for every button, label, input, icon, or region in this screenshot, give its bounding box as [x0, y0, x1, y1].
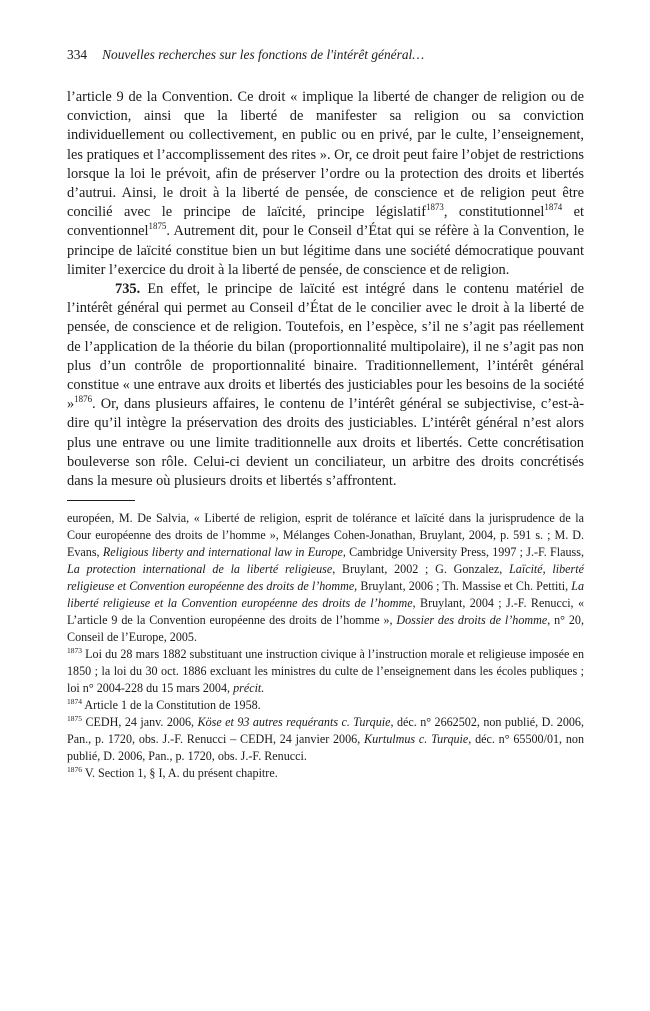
footnote-separator	[67, 500, 135, 501]
page-header	[67, 47, 584, 63]
body-paragraph: l’article 9 de la Convention. Ce droit « implique la liberté de changer de religion ou de conviction, ainsi que la liberté de manifester sa religion ou sa conviction individuellement ou collectivement, en public ou en privé, par le culte, l’enseignement, les pratiques et l’accomplissement des rites ». Or, ce droit peut faire l’objet de restrictions lorsque la loi le prévoit, afin de préserver l’ordre ou la protection des droits et libertés d’autrui. Ainsi, le droit à la liberté de pensée, de conscience et de religion peut être concilié avec le principe de laïcité, principe législatif$^{1873}$, constitutionnel$^{1874}$ et conventionnel$^{1875}$. Autrement dit, pour le Conseil d’État qui se réfère à la Convention, le principe de laïcité constitue bien un but légitime dans une société démocratique pouvant limiter l’exercice du droit à la liberté de pensée, de conscience et de religion.	[67, 89, 585, 278]
footnote: $^{1875}$ CEDH, 24 janv. 2006, Köse et 93 autres requérants c. Turquie, déc. n° 2662502, non publié, D. 2006, Pan., p. 1720, obs. J.-F. Renucci – CEDH, 24 janvier 2006, Kurtulmus c. Turquie, déc. n° 65500/01, non publié, D. 2006, Pan., p. 1720, obs. J.-F. Renucci.	[67, 714, 585, 764]
footnote: $^{1874}$ Article 1 de la Constitution de 1958.	[67, 697, 261, 713]
footnote-number: 1873	[67, 646, 82, 656]
footnote: $^{1873}$ Loi du 28 mars 1882 substituant une instruction civique à l’instruction morale et religieuse imposée en 1850 ; la loi du 30 oct. 1886 excluant les ministres du culte de l’enseignement dans les écoles publiques ; loi n° 2004-228 du 15 mars 2004, précit.	[67, 646, 584, 696]
footnote-number: 1875	[67, 714, 82, 724]
footnote: européen, M. De Salvia, « Liberté de religion, esprit de tolérance et laïcité dans la jurisprudence de la Cour européenne des droits de l’homme », Mélanges Cohen-Jonathan, Bruylant, 2004, p. 591 s. ; M. D. Evans, Religious liberty and international law in Europe, Cambridge University Press, 1997 ; J.-F. Flauss, La protection international de la liberté religieuse, Bruylant, 2002 ; G. Gonzalez, Laïcité, liberté religieuse et Convention européenne des droits de l’homme, Bruylant, 2006 ; Th. Massise et Ch. Pettiti, La liberté religieuse et la Convention européenne des droits de l’homme, Bruylant, 2004 ; J.-F. Renucci, « L’article 9 de la Convention européenne des droits de l’homme », Dossier des droits de l’homme, n° 20, Conseil de l’Europe, 2005.	[67, 511, 584, 645]
footnote: $^{1876}$ V. Section 1, § I, A. du présent chapitre.	[67, 765, 278, 781]
footnote-number: 1876	[67, 765, 82, 775]
page-number: 334	[67, 47, 88, 62]
running-title: Nouvelles recherches sur les fonctions de l'intérêt général…	[102, 47, 425, 62]
body-paragraph: 735. En effet, le principe de laïcité est intégré dans le contenu matériel de l’intérêt général qui permet au Conseil d’État de le concilier avec le droit à la liberté de pensée, de conscience et de religion. Toutefois, en l’espèce, s’il ne s’agit pas réellement de l’application de la théorie du bilan (proportionnalité multipolaire), il ne s’agit pas non plus d’un contrôle de proportionnalité binaire. Traditionnellement, l’intérêt général constitue « une entrave aux droits et libertés des justiciables pour les besoins de la société »$^{1876}$. Or, dans plusieurs affaires, le contenu de l’intérêt général se subjectivise, c’est-à-dire qu’il intègre la préservation des droits des justiciables. L’intérêt général n’est alors plus une entrave ou une limite traditionnelle aux droits et libertés. Cette concrétisation bouleverse son rôle. Celui-ci devient un conciliateur, un arbitre des droits concrétisés dans la mesure où plusieurs droits et libertés s’affrontent.	[67, 281, 584, 490]
footnotes	[67, 510, 584, 782]
body-text	[67, 88, 584, 491]
footnote-number: 1874	[67, 697, 82, 707]
